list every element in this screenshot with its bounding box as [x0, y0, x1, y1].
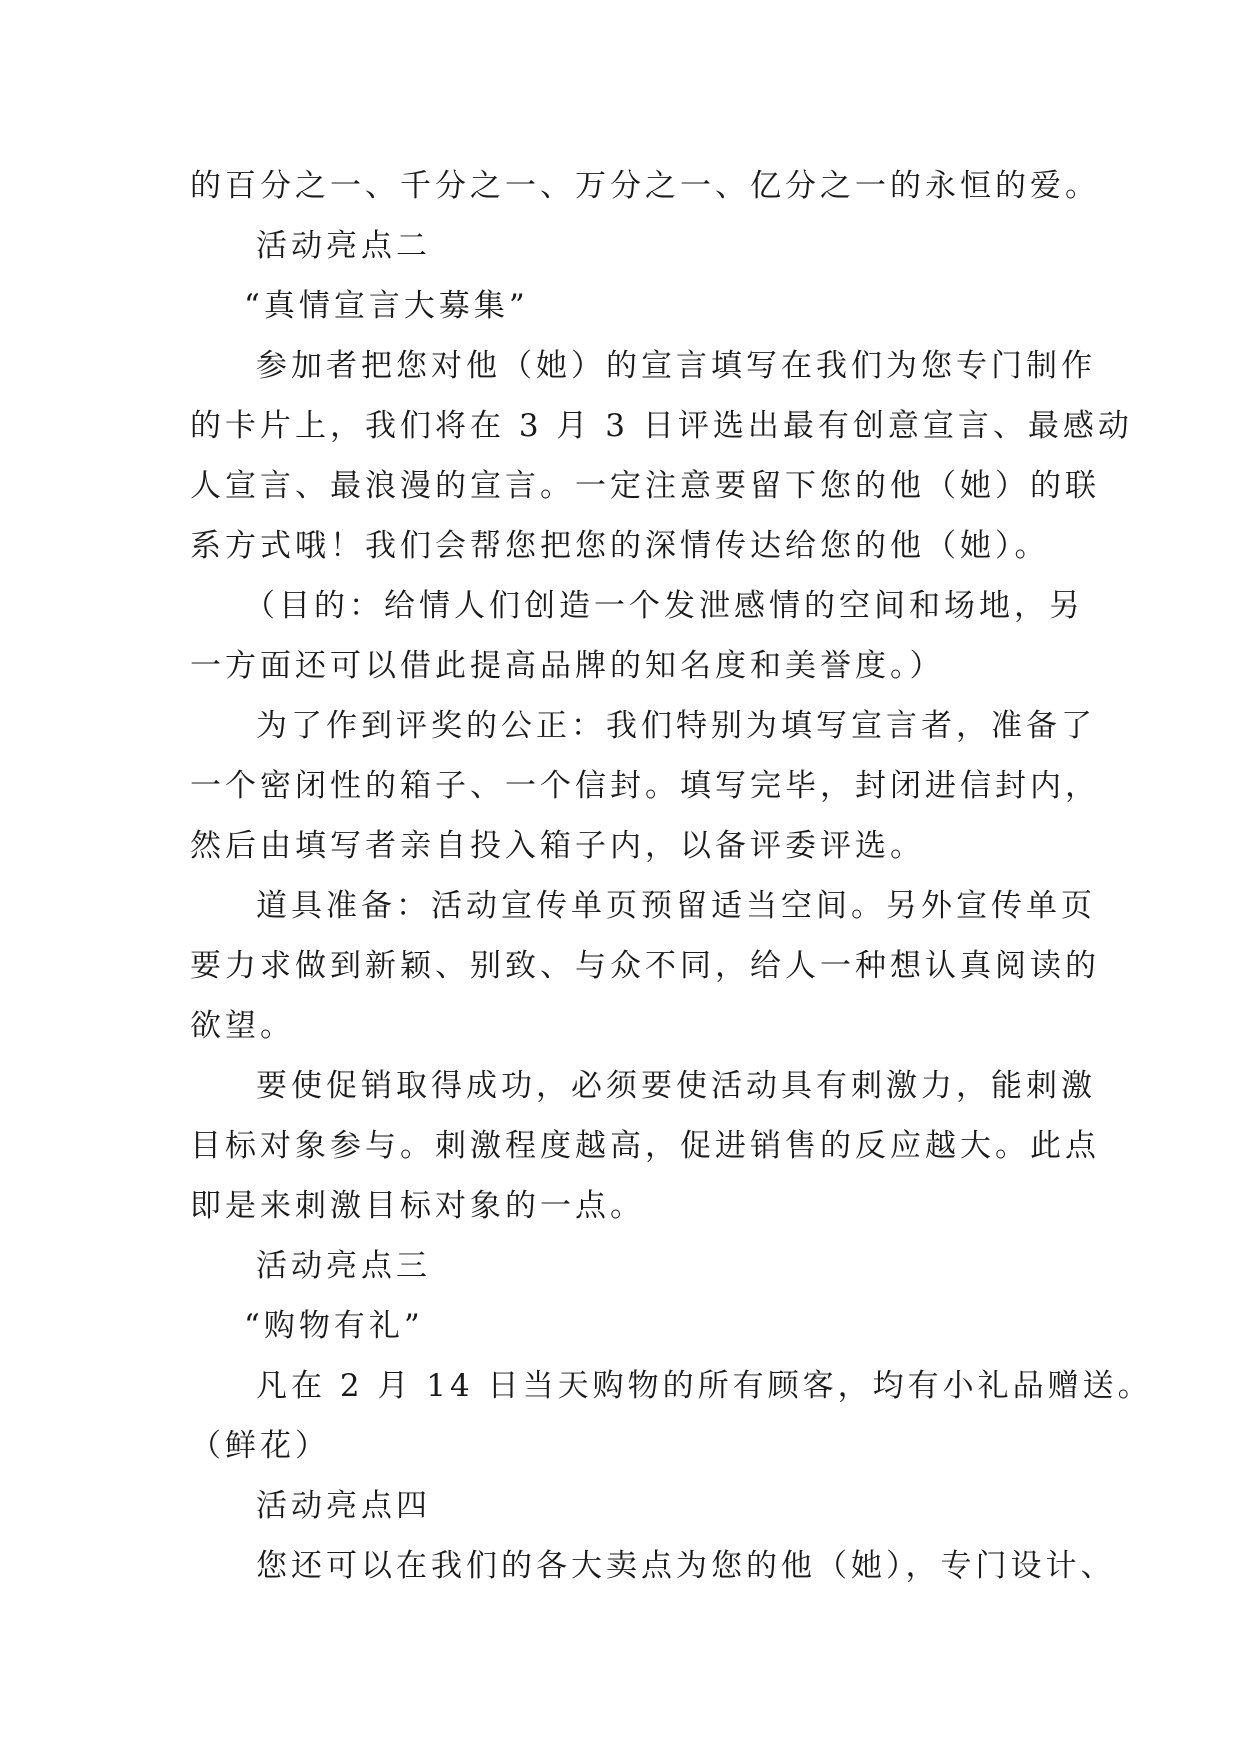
paragraph-line: 欲望。 [190, 1008, 295, 1044]
paragraph-line: 一个密闭性的箱子、一个信封。填写完毕，封闭进信封内， [190, 768, 1100, 804]
section-heading: 活动亮点二 [256, 228, 431, 264]
section-title: “购物有礼” [244, 1308, 424, 1344]
section-heading: 活动亮点四 [256, 1488, 431, 1524]
section-heading: 活动亮点三 [256, 1248, 431, 1284]
paragraph-line: 道具准备：活动宣传单页预留适当空间。另外宣传单页 [256, 888, 1096, 924]
paragraph-line: 您还可以在我们的各大卖点为您的他（她），专门设计、 [256, 1548, 1116, 1584]
paragraph-line: 凡在 2 月 14 日当天购物的所有顾客，均有小礼品赠送。 [256, 1368, 1153, 1404]
paragraph-line: 一方面还可以借此提高品牌的知名度和美誉度。） [190, 648, 945, 684]
paragraph-line: 为了作到评奖的公正：我们特别为填写宣言者，准备了 [256, 708, 1096, 744]
paragraph-line: 参加者把您对他（她）的宣言填写在我们为您专门制作 [256, 348, 1096, 384]
section-title: “真情宣言大募集” [244, 288, 529, 324]
paragraph-line: 目标对象参与。刺激程度越高，促进销售的反应越大。此点 [190, 1128, 1100, 1164]
paragraph-line: 即是来刺激目标对象的一点。 [190, 1188, 645, 1224]
paragraph-line: 人宣言、最浪漫的宣言。一定注意要留下您的他（她）的联 [190, 468, 1100, 504]
paragraph-line: （鲜花） [190, 1428, 330, 1464]
paragraph-line: 要力求做到新颖、别致、与众不同，给人一种想认真阅读的 [190, 948, 1100, 984]
paragraph-line: （目的：给情人们创造一个发泄感情的空间和场地，另 [244, 588, 1084, 624]
paragraph-line: 的卡片上，我们将在 3 月 3 日评选出最有创意宣言、最感动 [190, 408, 1133, 444]
paragraph-line: 要使促销取得成功，必须要使活动具有刺激力，能刺激 [256, 1068, 1096, 1104]
paragraph-line: 系方式哦！我们会帮您把您的深情传达给您的他（她）。 [190, 528, 1050, 564]
paragraph-line: 然后由填写者亲自投入箱子内，以备评委评选。 [190, 828, 925, 864]
paragraph-line: 的百分之一、千分之一、万分之一、亿分之一的永恒的爱。 [190, 168, 1100, 204]
